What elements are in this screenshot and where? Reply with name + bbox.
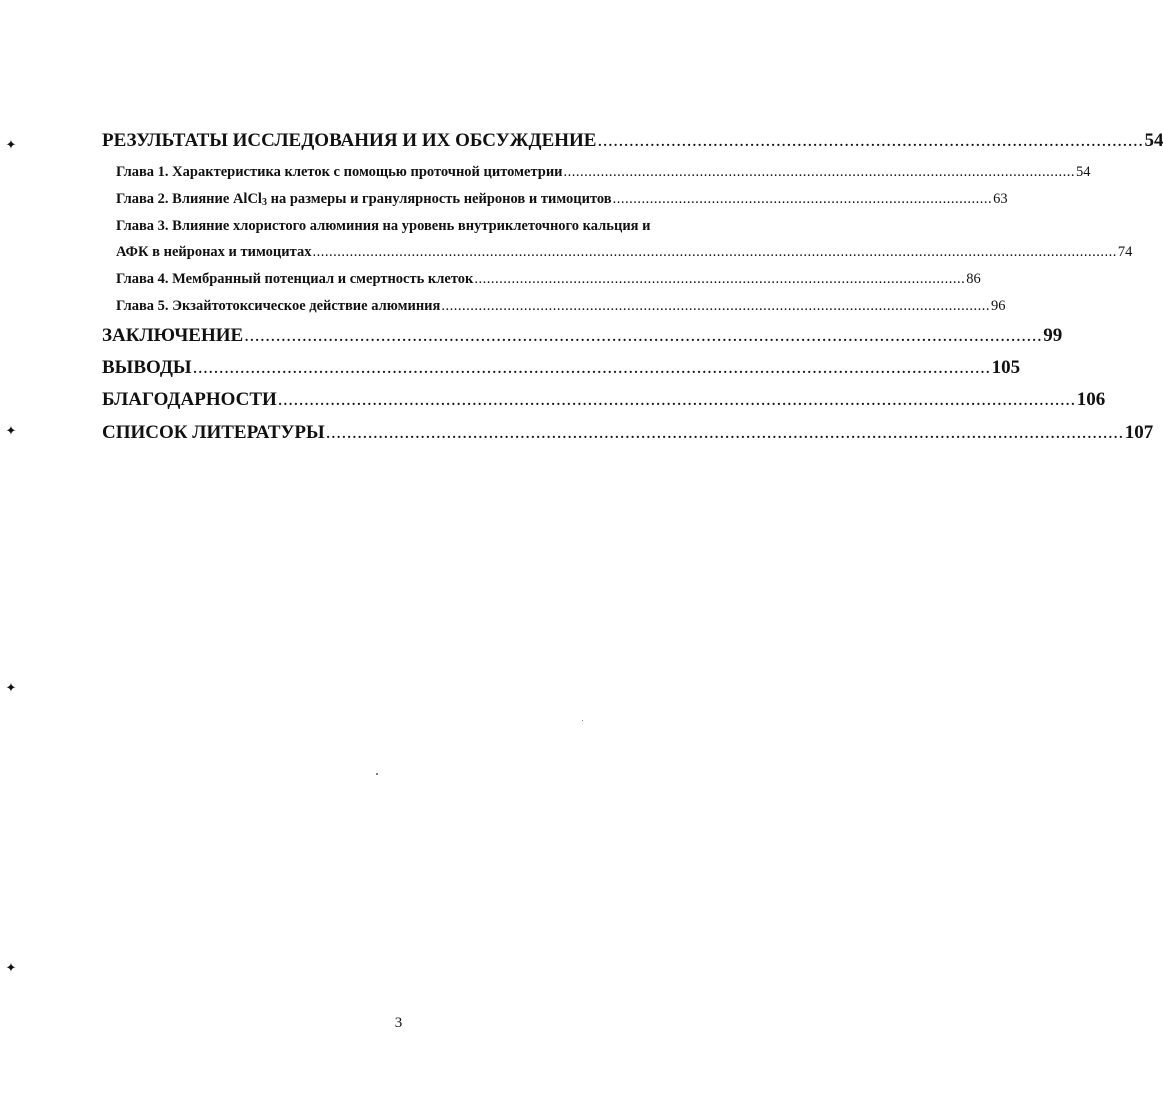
leader-dots: ........................................................................................................ <box>597 130 1144 151</box>
toc-entry-title: Глава 1. Характеристика клеток с помощью проточной цитометрии <box>116 164 563 180</box>
toc-entry-page: 106 <box>1076 389 1106 410</box>
toc-entry-chapter-4 <box>116 271 981 288</box>
toc-entry-title-part: на размеры и гранулярность нейронов и тимоцитов <box>266 191 612 207</box>
toc-entry-findings <box>102 357 1021 379</box>
toc-entry-page: 86 <box>966 271 981 287</box>
toc-entry-page: 54 <box>1076 164 1091 180</box>
toc-entry-page: 74 <box>1117 244 1133 260</box>
toc-entry-title: РЕЗУЛЬТАТЫ ИССЛЕДОВАНИЯ И ИХ ОБСУЖДЕНИЕ <box>102 130 597 151</box>
toc-entry-title: ЗАКЛЮЧЕНИЕ <box>102 325 244 346</box>
scan-mark: ✦ <box>5 961 17 976</box>
toc-entry-title: БЛАГОДАРНОСТИ <box>102 389 277 410</box>
toc-entry-page: 96 <box>991 298 1006 314</box>
toc-entry-title-part: Глава 2. Влияние AlCl <box>116 191 262 207</box>
page-number: 3 <box>394 1015 403 1031</box>
toc-entry-title: Глава 3. Влияние хлористого алюминия на уровень внутриклеточного кальция и <box>116 218 651 234</box>
toc-entry-chapter-5 <box>116 298 1006 315</box>
toc-entry-chapter-3-line-2 <box>116 244 1133 261</box>
toc-entry-title: ВЫВОДЫ <box>102 357 192 378</box>
scan-speck <box>582 720 583 721</box>
leader-dots: ........................................................................................................................................................ <box>277 389 1076 410</box>
toc-entry-title: Глава 5. Экзайтотоксическое действие алюминия <box>116 298 441 314</box>
toc-entry-chapter-2 <box>116 191 1008 208</box>
leader-dots: ....................................................................................................................... <box>474 271 966 287</box>
toc-entry-conclusion <box>102 325 1063 347</box>
scan-mark: ✦ <box>5 681 17 696</box>
leader-dots: ............................................................................................................................ <box>563 164 1076 180</box>
scan-speck <box>376 773 378 775</box>
toc-entry-page: 54 <box>1144 130 1163 151</box>
toc-entry-page: 107 <box>1124 422 1154 443</box>
leader-dots: ........................................................................................................................................................ <box>244 325 1043 346</box>
leader-dots: ........................................................................................................................................................ <box>325 422 1124 443</box>
toc-entry-references <box>102 422 1154 444</box>
toc-entry-title: СПИСОК ЛИТЕРАТУРЫ <box>102 422 325 443</box>
scan-mark: ✦ <box>5 138 17 153</box>
toc-entry-page: 99 <box>1043 325 1063 346</box>
scan-mark: ✦ <box>5 424 17 439</box>
toc-entry-title <box>116 191 612 208</box>
leader-dots: ............................................................................................ <box>612 191 993 207</box>
toc-entry-chapter-3-line-1 <box>116 218 718 235</box>
leader-dots: ........................................................................................................................................................ <box>192 357 991 378</box>
leader-dots: ................................................................................................................................................................................................... <box>312 244 1117 260</box>
toc-entry-page: 63 <box>993 191 1008 207</box>
toc-entry-acknowledgements <box>102 389 1106 411</box>
toc-entry-title: АФК в нейронах и тимоцитах <box>116 244 312 260</box>
leader-dots: ..................................................................................................................................... <box>441 298 991 314</box>
toc-entry-results <box>102 130 1163 152</box>
subscript: 3 <box>261 197 267 208</box>
toc-entry-page: 105 <box>991 357 1021 378</box>
toc-entry-chapter-1 <box>116 164 1091 181</box>
toc-entry-title: Глава 4. Мембранный потенциал и смертность клеток <box>116 271 474 287</box>
